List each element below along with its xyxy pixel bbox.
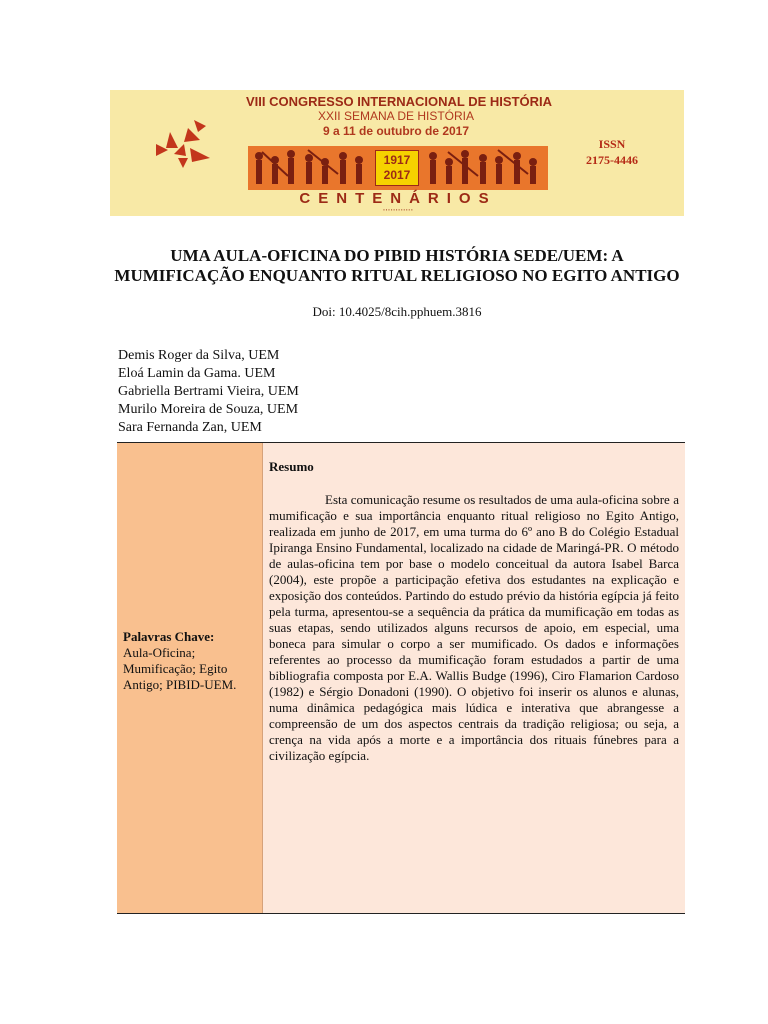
congress-banner [110, 90, 684, 216]
keywords-cell [117, 443, 263, 913]
issn-block [578, 136, 646, 168]
congress-title: VIII CONGRESSO INTERNACIONAL DE HISTÓRIA [246, 94, 553, 109]
issn-label: ISSN [598, 137, 626, 151]
author-item: Gabriella Bertrami Vieira, UEM [118, 384, 299, 399]
author-item: Demis Roger da Silva, UEM [118, 348, 280, 363]
author-item: Murilo Moreira de Souza, UEM [118, 402, 299, 417]
centenary-year-badge [375, 150, 419, 186]
author-list [118, 347, 299, 437]
centenarios-label: CENTENÁRIOS [299, 190, 497, 207]
keywords-heading: Palavras Chave: [123, 629, 215, 644]
abstract-cell [263, 443, 685, 913]
author-item: Eloá Lamin da Gama. UEM [118, 366, 276, 381]
year-2017: 2017 [383, 168, 411, 182]
congress-logo-icon [154, 118, 214, 178]
keywords-text: Aula-Oficina; Mumificação; Egito Antigo; PIBID-UEM. [123, 645, 237, 692]
abstract-table [117, 442, 685, 914]
article-title: UMA AULA-OFICINA DO PIBID HISTÓRIA SEDE/UEM: A MUMIFICAÇÃO ENQUANTO RITUAL RELIGIOSO NO EGITO ANTIGO [114, 246, 680, 285]
author-item: Sara Fernanda Zan, UEM [118, 420, 262, 435]
issn-number: 2175-4446 [586, 153, 638, 167]
congress-dates: 9 a 11 de outubro de 2017 [322, 124, 470, 138]
banner-ticker-line: ▪ ▪ ▪ ▪ ▪ ▪ ▪ ▪ ▪ ▪ ▪ ▪ [383, 207, 413, 212]
abstract-text: Esta comunicação resume os resultados de uma aula-oficina sobre a mumificação e sua importância enquanto ritual religioso no Egito Antigo, realizada em junho de 2017, em uma turma do 6º ano B do Colégio Estadual Ipiranga Ensino Fundamental, localizado na cidade de Maringá-PR. O método de aulas-oficina tem por base o modelo conceitual da autora Isabel Barca (2004), este propõe a participação efetiva dos estudantes na explicação e exposição dos conteúdos. Partindo do estudo prévio da história egípcia já feito pela turma, apresentou-se a sequência da prática da mumificação em todas as suas etapas, sendo utilizados alguns recursos de apoio, em especial, uma boneca para simular o corpo a ser mumificado. Os dados e informações referentes ao processo da mumificação foram estudados a partir de uma bibliografia composta por E.A. Wallis Budge (1996), Ciro Flamarion Cardoso (1982) e Sérgio Donadoni (1990). O objetivo foi inserir os alunos e alunas, numa dinâmica pedagógica mais lúdica e interativa que abrangesse a compreensão de um dos aspectos centrais da tradição religiosa; ou seja, a crença na vida após a morte e a importância dos rituais fúnebres para a civilização egípcia. [269, 492, 679, 763]
congress-subtitle: XXII SEMANA DE HISTÓRIA [317, 109, 475, 123]
abstract-heading: Resumo [269, 459, 314, 474]
article-doi: Doi: 10.4025/8cih.pphuem.3816 [312, 304, 482, 319]
year-1917: 1917 [383, 153, 411, 167]
